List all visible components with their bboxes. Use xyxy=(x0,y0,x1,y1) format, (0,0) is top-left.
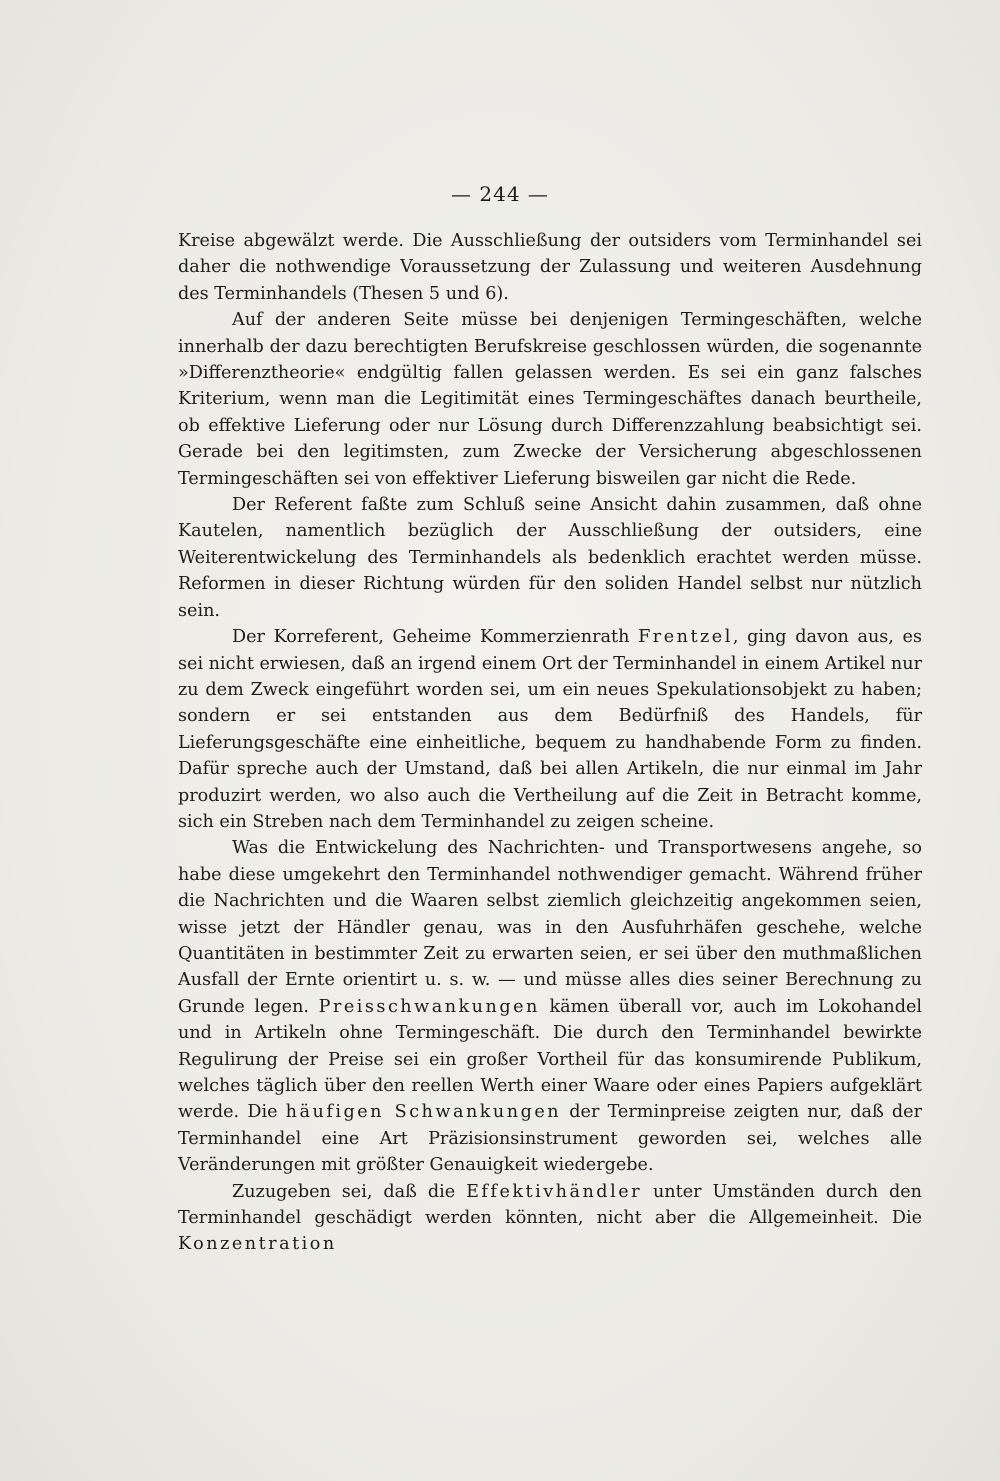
text-segment: Zuzugeben sei, daß die xyxy=(232,1181,467,1202)
emphasized-text: Preisschwankungen xyxy=(318,996,540,1017)
text-segment: , ging davon aus, es sei nicht erwiesen, daß an irgend einem Ort der Terminhandel in einem Artikel nur zu dem Zweck eingeführt worden sei, um ein neues Spekulationsobjekt zu haben; sondern er sei entstanden aus dem Bedürfniß des Handels, für Lieferungsgeschäfte eine einheitliche, bequem zu handhabende Form zu finden. Dafür spreche auch der Umstand, daß bei allen Artikeln, die nur einmal im Jahr produzirt werden, wo also auch die Vertheilung auf die Zeit in Betracht komme, sich ein Streben nach dem Terminhandel zu zeigen scheine. xyxy=(178,627,922,832)
paragraph xyxy=(178,1179,922,1258)
text-segment: Der Korreferent, Geheime Kommerzienrath xyxy=(232,627,639,648)
text-segment: Was die Entwickelung des Nachrichten- und Transportwesens angehe, so habe diese umgekehrt den Terminhandel nothwendiger gemacht. Während früher die Nachrichten und die Waaren selbst ziemlich gleichzeitig angekommen seien, wisse jetzt der Händler genau, was in den Ausfuhrhäfen geschehe, welche Quantitäten in bestimmter Zeit zu erwarten seien, er sei über den muthmaßlichen Ausfall der Ernte orientirt u. s. w. — und müsse alles dies seiner Berechnung zu Grunde legen. xyxy=(178,838,922,1017)
text-segment: Der Referent faßte zum Schluß seine Ansicht dahin zusammen, daß ohne Kautelen, namentlich bezüglich der Ausschließung der outsiders, eine Weiterentwickelung des Terminhandels als bedenklich erachtet werden müsse. Reformen in dieser Richtung würden für den soliden Handel selbst nur nützlich sein. xyxy=(178,495,922,621)
body-text xyxy=(178,228,922,1258)
text-segment: der Terminpreise zeigten nur, daß der Terminhandel eine Art Präzisionsinstrument geworden sei, welches alle Veränderungen mit größter Genauigkeit wiedergebe. xyxy=(178,1102,922,1176)
page-number: — 244 — xyxy=(451,182,549,206)
paragraph xyxy=(178,492,922,624)
paragraph xyxy=(178,835,922,1178)
text-segment: kämen überall vor, auch im Lokohandel und in Artikeln ohne Termingeschäft. Die durch den Terminhandel bewirkte Regulirung der Preise sei ein großer Vortheil für das konsumirende Publikum, welches täglich über den reellen Werth einer Waare oder eines Papiers aufgeklärt werde. Die xyxy=(178,996,922,1123)
paragraph xyxy=(178,307,922,492)
emphasized-text: Konzentration xyxy=(178,1234,337,1255)
paragraph xyxy=(178,228,922,307)
text-segment: Kreise abgewälzt werde. Die Ausschließung der outsiders vom Terminhandel sei daher die nothwendige Voraussetzung der Zulassung und weiteren Ausdehnung des Terminhandels (Thesen 5 und 6). xyxy=(178,231,922,304)
text-segment: unter Umständen durch den Terminhandel geschädigt werden könnten, nicht aber die Allgemeinheit. Die xyxy=(178,1181,922,1229)
emphasized-text: häufigen Schwankungen xyxy=(285,1102,562,1123)
emphasized-text: Effektivhändler xyxy=(466,1181,643,1202)
paragraph xyxy=(178,624,922,835)
emphasized-text: Frentzel xyxy=(638,627,733,648)
text-segment: Auf der anderen Seite müsse bei denjenigen Termingeschäften, welche innerhalb der dazu berechtigten Berufskreise geschlossen würden, die sogenannte »Differenztheorie« endgültig fallen gelassen werden. Es sei ein ganz falsches Kriterium, wenn man die Legitimität eines Termingeschäftes danach beurtheile, ob effektive Lieferung oder nur Lösung durch Differenzzahlung beabsichtigt sei. Gerade bei den legitimsten, zum Zwecke der Versicherung abgeschlossenen Termingeschäften sei von effektiver Lieferung bisweilen gar nicht die Rede. xyxy=(178,310,922,489)
